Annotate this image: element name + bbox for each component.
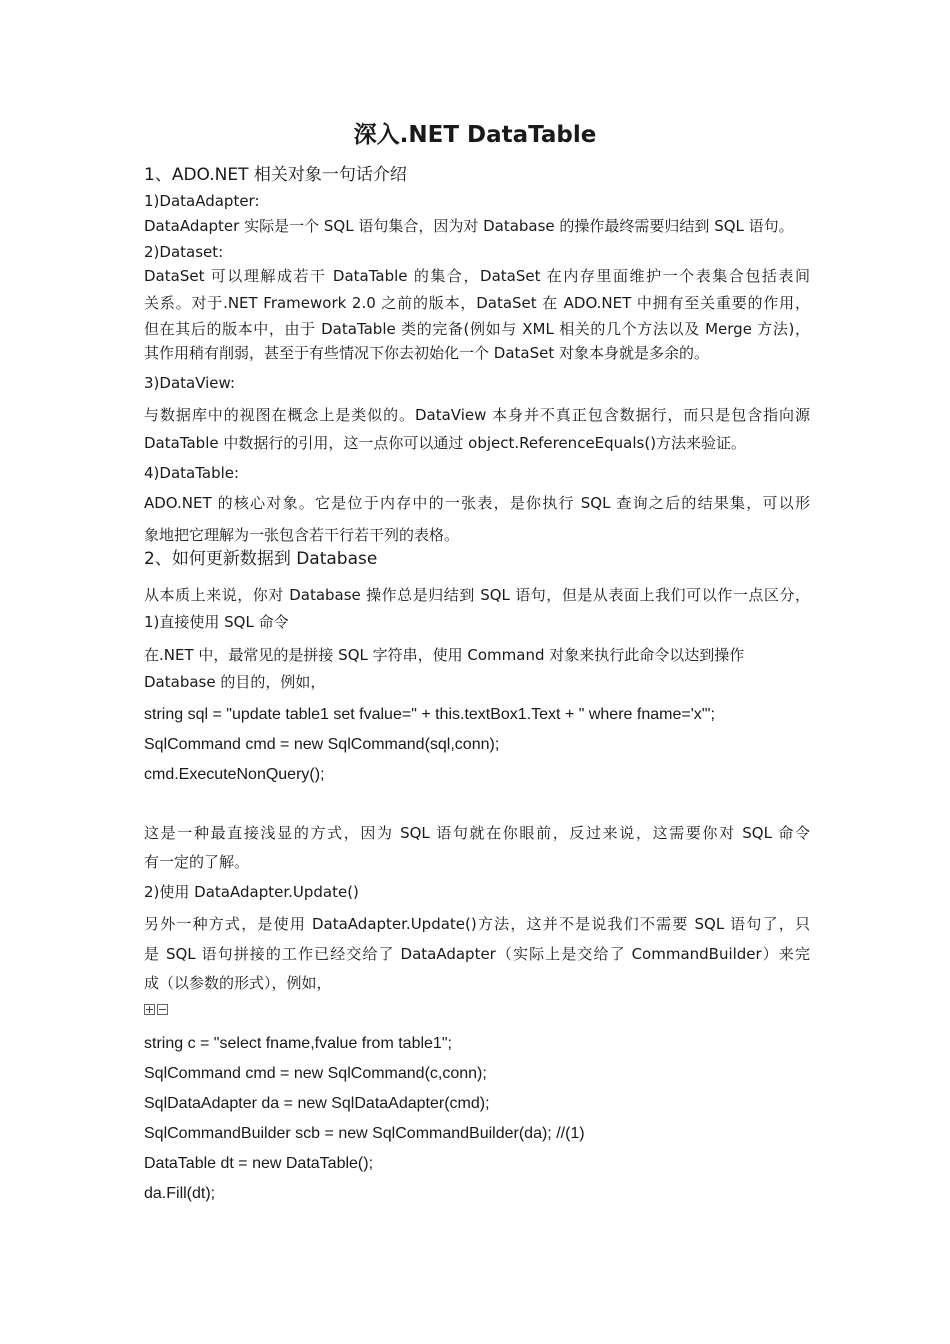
subsection-dataadapter-update-label: 2)使用 DataAdapter.Update() <box>144 883 359 901</box>
collapse-icon[interactable] <box>157 1004 168 1015</box>
dataadapter-update-description-line: 成（以参数的形式），例如， <box>144 974 332 992</box>
dataset-description-line: 其作用稍有削弱，甚至于有些情况下你去初始化一个 DataSet 对象本身就是多余的。 <box>144 344 709 362</box>
dataview-description-line: 与数据库中的视图在概念上是类似的。DataView 本身并不真正包含数据行，而只是包含指向源 <box>144 406 810 424</box>
code-line: cmd.ExecuteNonQuery(); <box>144 766 325 783</box>
subsection-dataadapter-label: 1)DataAdapter: <box>144 192 260 210</box>
subsection-dataset-label: 2)Dataset: <box>144 243 224 261</box>
code-line: SqlDataAdapter da = new SqlDataAdapter(cmd); <box>144 1095 490 1112</box>
sql-command-note-line: 有一定的了解。 <box>144 853 250 871</box>
section-2-heading: 2、如何更新数据到 Database <box>144 549 378 569</box>
code-line: SqlCommandBuilder scb = new SqlCommandBuilder(da); //(1) <box>144 1125 585 1142</box>
code-line: DataTable dt = new DataTable(); <box>144 1155 374 1172</box>
code-line: SqlCommand cmd = new SqlCommand(c,conn); <box>144 1065 487 1082</box>
dataview-description-line: DataTable 中数据行的引用，这一点你可以通过 object.ReferenceEquals()方法来验证。 <box>144 434 747 452</box>
dataadapter-update-description-line: 另外一种方式，是使用 DataAdapter.Update()方法，这并不是说我们不需要 SQL 语句了，只 <box>144 915 810 933</box>
page-title: 深入.NET DataTable <box>353 122 597 148</box>
section-1-heading: 1、ADO.NET 相关对象一句话介绍 <box>144 165 407 185</box>
code-expand-collapse-toggle[interactable] <box>144 1004 168 1016</box>
sql-command-note-line: 这是一种最直接浅显的方式，因为 SQL 语句就在你眼前，反过来说，这需要你对 SQL 命令 <box>144 824 810 842</box>
code-line: string sql = "update table1 set fvalue=" + this.textBox1.Text + " where fname='x'"; <box>144 706 715 723</box>
datatable-description-line: 象地把它理解为一张包含若干行若干列的表格。 <box>144 526 460 544</box>
section-2-intro: 从本质上来说，你对 Database 操作总是归结到 SQL 语句，但是从表面上我们可以作一点区分， <box>144 586 810 604</box>
dataadapter-description: DataAdapter 实际是一个 SQL 语句集合，因为对 Database 的操作最终需要归结到 SQL 语句。 <box>144 217 794 235</box>
subsection-dataview-label: 3)DataView: <box>144 374 236 392</box>
code-line: SqlCommand cmd = new SqlCommand(sql,conn); <box>144 736 500 753</box>
code-line: da.Fill(dt); <box>144 1185 216 1202</box>
dataadapter-update-description-line: 是 SQL 语句拼接的工作已经交给了 DataAdapter（实际上是交给了 CommandBuilder）来完 <box>144 945 810 963</box>
expand-icon[interactable] <box>144 1004 155 1015</box>
code-line: string c = "select fname,fvalue from table1"; <box>144 1035 452 1052</box>
datatable-description-line: ADO.NET 的核心对象。它是位于内存中的一张表，是你执行 SQL 查询之后的结果集，可以形 <box>144 494 810 512</box>
dataset-description-line: DataSet 可以理解成若干 DataTable 的集合，DataSet 在内存里面维护一个表集合包括表间 <box>144 267 810 285</box>
subsection-sql-command-label: 1)直接使用 SQL 命令 <box>144 613 289 631</box>
dataset-description-line: 但在其后的版本中，由于 DataTable 类的完备(例如与 XML 相关的几个方法以及 Merge 方法)， <box>144 320 810 338</box>
subsection-datatable-label: 4)DataTable: <box>144 464 240 482</box>
sql-command-description-line: 在.NET 中，最常见的是拼接 SQL 字符串，使用 Command 对象来执行此命令以达到操作 <box>144 646 745 664</box>
sql-command-description-line: Database 的目的，例如， <box>144 673 326 691</box>
dataset-description-line: 关系。对于.NET Framework 2.0 之前的版本，DataSet 在 ADO.NET 中拥有至关重要的作用， <box>144 294 810 312</box>
